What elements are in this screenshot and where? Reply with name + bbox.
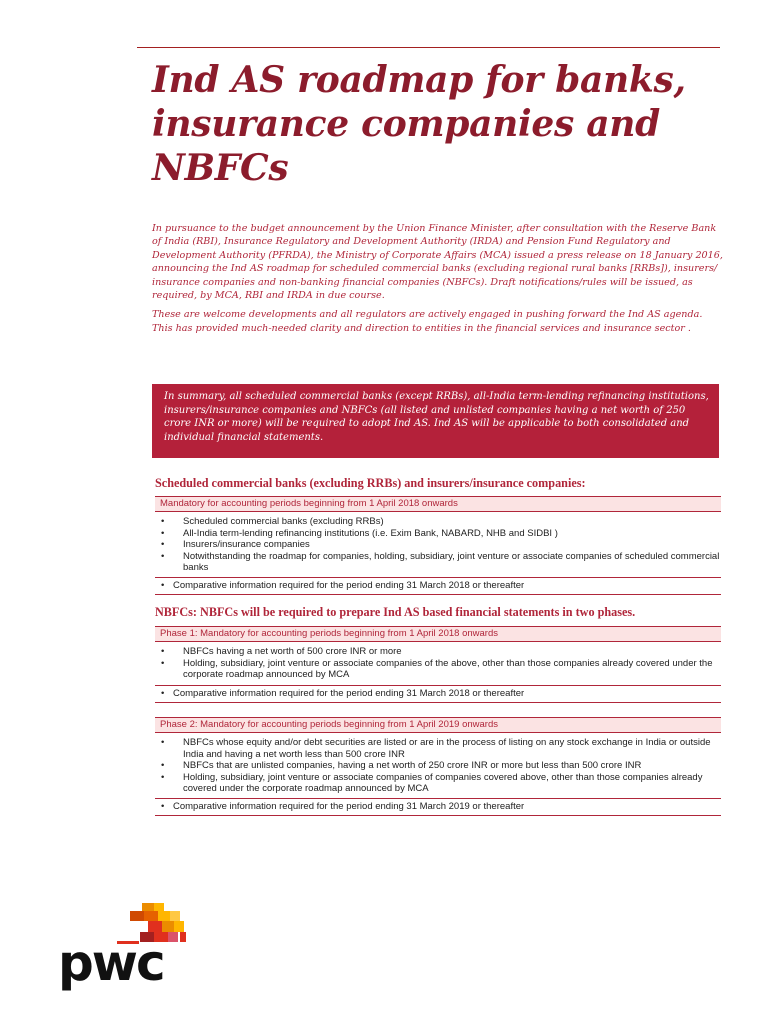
list-item: • Insurers/insurance companies bbox=[155, 539, 721, 551]
banks-comparative: • Comparative information required for the period ending 31 March 2018 or thereafter bbox=[155, 577, 721, 595]
banks-phase-bar: Mandatory for accounting periods beginning from 1 April 2018 onwards bbox=[155, 496, 721, 512]
page-title: Ind AS roadmap for banks, insurance companies and NBFCs bbox=[152, 59, 686, 189]
list-item: • Scheduled commercial banks (excluding RRBs) bbox=[155, 516, 721, 528]
list-item: • NBFCs that are unlisted companies, having a net worth of 250 crore INR or more but less than 500 crore INR bbox=[155, 760, 721, 772]
list-item: • All-India term-lending refinancing institutions (i.e. Exim Bank, NABARD, NHB and SIDBI ) bbox=[155, 528, 721, 540]
pwc-logo-icon bbox=[0, 0, 200, 950]
nbfc-section-heading: NBFCs: NBFCs will be required to prepare Ind AS based financial statements in two phases. bbox=[155, 605, 636, 619]
banks-list bbox=[155, 512, 721, 574]
top-rule bbox=[137, 47, 720, 48]
intro-paragraph-2: These are welcome developments and all regulators are actively engaged in pushing forward the Ind AS agenda. This has provided much-needed clarity and direction to entities in the financial services and insurance sector . bbox=[152, 309, 703, 334]
list-item: • NBFCs whose equity and/or debt securities are listed or are in the process of listing on any stock exchange in India or outside India and having a net worth less than 500 crore INR bbox=[155, 737, 721, 760]
intro-text bbox=[152, 222, 724, 341]
list-item: • Holding, subsidiary, joint venture or associate companies of companies covered above, other than those companies already covered under the corporate roadmap announced by MCA bbox=[155, 772, 721, 795]
list-item: • Holding, subsidiary, joint venture or associate companies of the above, other than those companies already covered under the corporate roadmap announced by MCA bbox=[155, 658, 721, 681]
phase-2-list bbox=[155, 733, 721, 795]
phase-1-list bbox=[155, 642, 721, 681]
pwc-logo-text: pwc bbox=[58, 934, 164, 992]
list-item: • Notwithstanding the roadmap for companies, holding, subsidiary, joint venture or associate companies of scheduled commercial banks bbox=[155, 551, 721, 574]
phase-2-bar: Phase 2: Mandatory for accounting periods beginning from 1 April 2019 onwards bbox=[155, 717, 721, 733]
banks-section-heading: Scheduled commercial banks (excluding RRBs) and insurers/insurance companies: bbox=[155, 476, 586, 490]
phase-1-comparative: • Comparative information required for the period ending 31 March 2018 or thereafter bbox=[155, 685, 721, 703]
phase-1-bar: Phase 1: Mandatory for accounting periods beginning from 1 April 2018 onwards bbox=[155, 626, 721, 642]
phase-2-comparative: • Comparative information required for the period ending 31 March 2019 or thereafter bbox=[155, 798, 721, 816]
summary-box: In summary, all scheduled commercial banks (except RRBs), all-India term-lending refinancing institutions, insurers/insurance companies and NBFCs (all listed and unlisted companies having a net worth of 250 crore INR or more) will be required to adopt Ind AS. Ind AS will be applicable to both consolidated and individual financial statements. bbox=[152, 384, 719, 458]
list-item: • NBFCs having a net worth of 500 crore INR or more bbox=[155, 646, 721, 658]
intro-paragraph-1: In pursuance to the budget announcement by the Union Finance Minister, after consultation with the Reserve Bank of India (RBI), Insurance Regulatory and Development Authority (IRDA) and Pension Fund Regulatory and Development Authority (PFRDA), the Ministry of Corporate Affairs (MCA) issued a press release on 18 January 2016, announcing the Ind AS roadmap for scheduled commercial banks (excluding regional rural banks [RRBs]), insurers/ insurance companies and non-banking financial companies (NBFCs). Draft notifications/rules will be issued, as required, by MCA, RBI and IRDA in due course. bbox=[152, 223, 723, 302]
